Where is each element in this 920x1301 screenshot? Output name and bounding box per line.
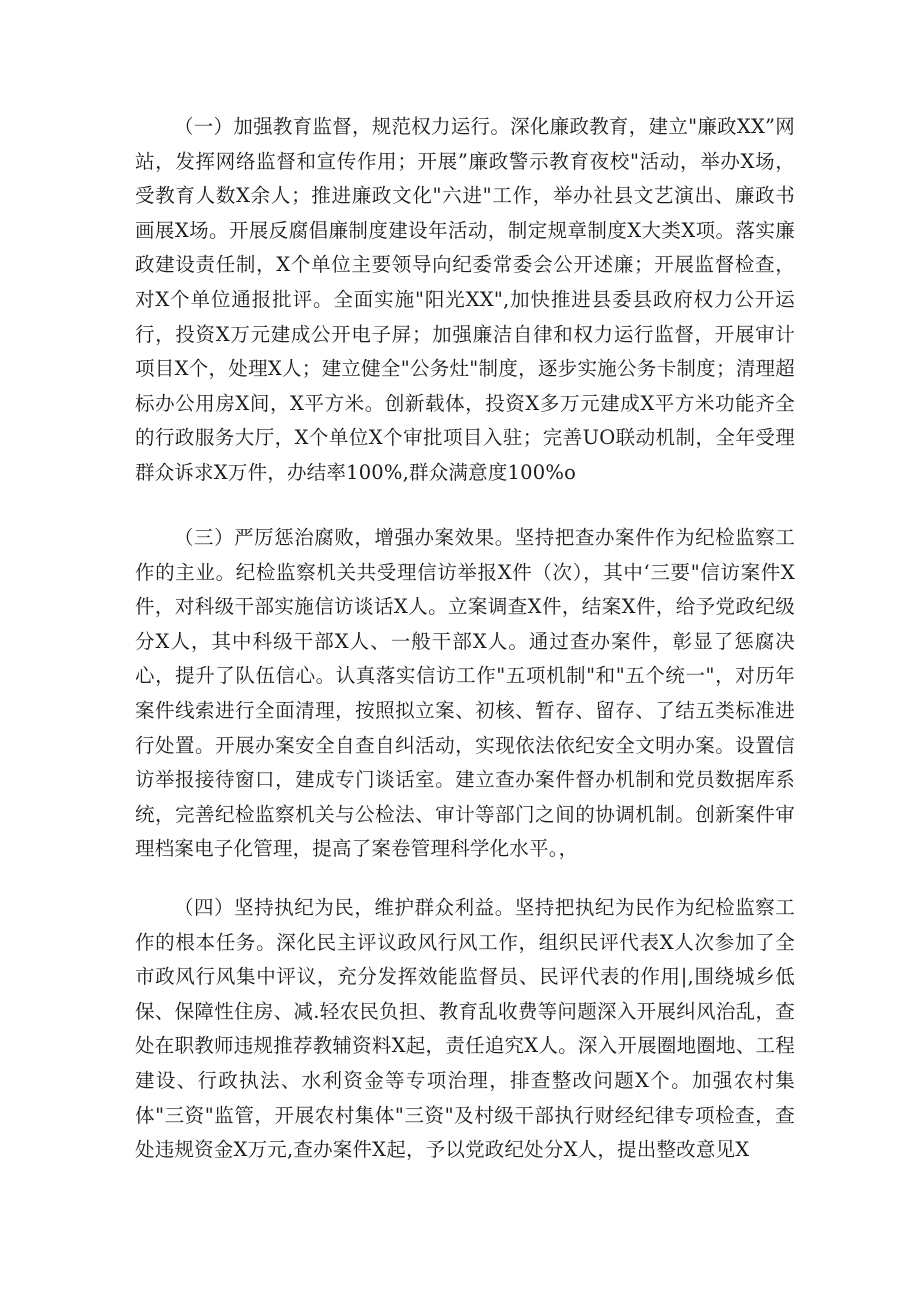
paragraph-serve-people: （四）坚持执纪为民，维护群众利益。坚持把执纪为民作为纪检监察工作的根本任务。深化民主评议政风行风工作，组织民评代表X人次参加了全市政风行风集中评议，充分发挥效能监督员、民评代表的作用|,围绕城乡低保、保障性住房、减.轻农民负担、教育乱收费等问题深入开展纠风治乱，查处在职教师违规推荐教辅资料X起，责任追究X人。深入开展圈地圈地、工程建设、行政执法、水利资金等专项治理，排查整改问题X个。加强农村集体"三资"监管，开展农村集体"三资"及村级干部执行财经纪律专项检查，查处违规资金X万元,查办案件X起，予以党政纪处分X人，提出整改意见X (135, 896, 795, 1162)
paragraph-anti-corruption: （三）严厉惩治腐败，增强办案效果。坚持把查办案件作为纪检监察工作的主业。纪检监察机关共受理信访举报X件（次），其中‘三要"信访案件X件，对科级干部实施信访谈话X人。立案调查X件，结案X件，给予党政纪级分X人，其中科级干部X人、一般干部X人。通过查办案件，彰显了惩腐决心，提升了队伍信心。认真落实信访工作"五项机制"和"五个统一"，对历年案件线索进行全面清理，按照拟立案、初核、暂存、留存、了结五类标准进行处置。开展办案安全自查自纠活动，实现依法依纪安全文明办案。设置信访举报接待窗口，建成专门谈话室。建立查办案件督办机制和党员数据库系统，完善纪检监察机关与公检法、审计等部门之间的协调机制。创新案件审理档案电子化管理，提高了案卷管理科学化水平。， (135, 526, 795, 861)
paragraph-education-supervision: （一）加强教育监督，规范权力运行。深化廉政教育，建立"廉政XX”网站，发挥网络监督和宣传作用；开展”廉政警示教育夜校"活动，举办X场，受教育人数X余人；推进廉政文化"六进"工作，举办社县文艺演出、廉政书画展X场。开展反腐倡廉制度建设年活动，制定规章制度X大类X项。落实廉政建设责任制，X个单位主要领导向纪委常委会公开述廉；开展监督检查，对X个单位通报批评。全面实施"阳光XX",加快推进县委县政府权力公开运行，投资X万元建成公开电子屏；加强廉洁自律和权力运行监督，开展审计项目X个，处理X人；建立健全"公务灶"制度，逐步实施公务卡制度；清理超标办公用房X间，X平方米。创新载体，投资X多万元建成X平方米功能齐全的行政服务大厅，X个单位X个审批项目入驻；完善UO联动机制，全年受理群众诉求X万件，办结率100%,群众满意度100%o (135, 115, 795, 484)
